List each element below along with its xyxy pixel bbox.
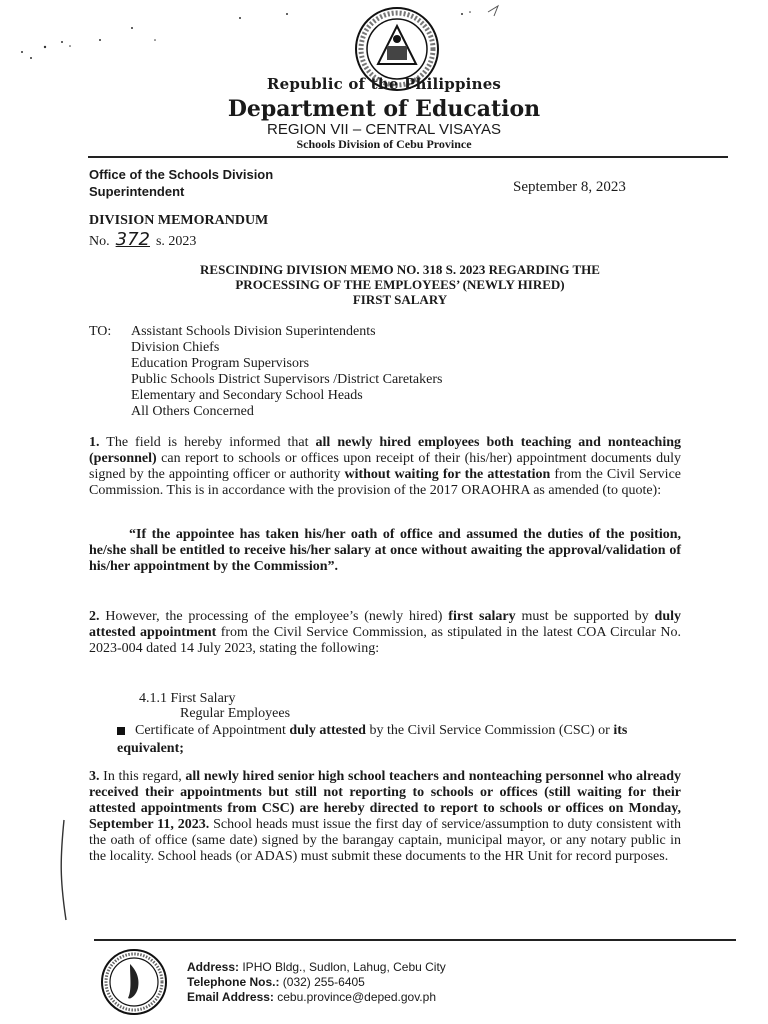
para1-bold: without waiting for the attestation: [344, 467, 551, 482]
subject-line1: RESCINDING DIVISION MEMO NO. 318 S. 2023 REGARDING THE: [200, 262, 600, 277]
memo-subject: [120, 262, 680, 307]
bullet-text: by the Civil Service Commission (CSC) or: [365, 723, 614, 738]
memo-series: s. 2023: [155, 234, 197, 249]
bullet-square-icon: [117, 727, 125, 735]
recipient-list: [131, 324, 442, 420]
office-label: [89, 166, 273, 200]
memo-date: September 8, 2023: [513, 179, 626, 195]
recipient-item: Elementary and Secondary School Heads: [131, 388, 363, 403]
recipient-item: Division Chiefs: [131, 340, 220, 355]
recipient-item: Public Schools District Supervisors /District Caretakers: [131, 372, 443, 387]
para1-text: The field is hereby informed that: [99, 435, 316, 450]
subject-line3: FIRST SALARY: [352, 292, 448, 307]
address-label: Address:: [187, 960, 240, 974]
list-item-first-salary: 4.1.1 First Salary: [139, 691, 236, 706]
republic-heading: Republic of the Philippines: [266, 75, 502, 93]
para2-text: must be supported by: [515, 609, 655, 624]
bullet-item: [117, 722, 683, 758]
para3-bold: all newly hired senior high school teachers and nonteaching personnel who already received their appointments but still not reporting to schools or offices (still waiting for their attested appointments from CSC) are hereby directed to report to schools or offices on Monday, September 11, 2023.: [89, 769, 681, 832]
para3-text: School heads must issue the first day of service/assumption to duty consistent with the oath of office (same date) signed by the barangay captain, municipal mayor, or any notary public in the locality. School heads (or ADAS) must submit these documents to the HR Unit for record purposes.: [89, 817, 682, 864]
margin-mark: [61, 820, 66, 920]
para1-number: 1.: [89, 435, 100, 450]
para2-text: from the Civil Service Commission, as stipulated in the latest COA Circular No. 2023-004 dated 14 July 2023, stating the following:: [89, 625, 682, 656]
memo-number-line: [89, 229, 196, 250]
bullet-bold: its equivalent;: [117, 723, 628, 756]
email-label: Email Address:: [187, 990, 274, 1004]
paragraph-2: [89, 609, 681, 657]
para2-text: However, the processing of the employee’s (newly hired): [99, 609, 449, 624]
list-item-regular: Regular Employees: [180, 706, 291, 721]
address-value: IPHO Bldg., Sudlon, Lahug, Cebu City: [239, 960, 446, 974]
subject-line2: PROCESSING OF THE EMPLOYEES’ (NEWLY HIRED): [235, 277, 565, 292]
header-divider: [88, 156, 728, 158]
email-value[interactable]: cebu.province@deped.gov.ph: [273, 990, 436, 1004]
footer-divider: [94, 939, 736, 941]
phone-value: (032) 255-6405: [279, 975, 365, 989]
para2-number: 2.: [89, 609, 100, 624]
para2-bold: duly attested appointment: [89, 609, 682, 640]
memo-no-prefix: No.: [89, 234, 110, 249]
footer-email: [187, 990, 446, 1005]
cebu-division-seal: [100, 948, 168, 1016]
footer-address: [187, 960, 446, 975]
memo-number: 372: [115, 229, 150, 250]
footer-contact: [187, 960, 446, 1005]
paragraph-3: [89, 769, 681, 865]
department-heading: Department of Education: [227, 96, 541, 122]
footer-phone: [187, 975, 446, 990]
para1-bold: all newly hired employees both teaching and nonteaching (personnel): [89, 435, 682, 466]
division-heading: Schools Division of Cebu Province: [296, 137, 472, 151]
para2-bold: first salary: [448, 609, 516, 624]
recipient-item: All Others Concerned: [131, 404, 254, 419]
region-heading: REGION VII – CENTRAL VISAYAS: [267, 121, 501, 138]
paragraph-1: [89, 435, 681, 499]
to-label: TO:: [89, 324, 112, 339]
recipient-item: Assistant Schools Division Superintendents: [131, 324, 376, 339]
bullet-bold: duly attested: [289, 723, 366, 738]
para3-number: 3.: [89, 769, 100, 784]
oraohra-quote: “If the appointee has taken his/her oath of office and assumed the duties of the position, he/she shall be entitled to receive his/her salary at once without awaiting the approval/validation of his/her appointment by the Commission”.: [89, 527, 681, 574]
para1-text: from the Civil Service Commission. This is in accordance with the provision of the 2017 ORAOHRA as amended (to quote):: [89, 467, 681, 498]
memo-label: DIVISION MEMORANDUM: [89, 213, 269, 228]
bullet-text: Certificate of Appointment: [135, 723, 290, 738]
para1-text: can report to schools or offices upon receipt of their (his/her) appointment documents duly signed by the appointing officer or authority: [89, 451, 681, 482]
para3-text: In this regard,: [99, 769, 186, 784]
phone-label: Telephone Nos.:: [187, 975, 280, 989]
recipient-item: Education Program Supervisors: [131, 356, 310, 371]
office-line2: Superintendent: [89, 184, 185, 199]
office-line1: Office of the Schools Division: [89, 167, 274, 182]
